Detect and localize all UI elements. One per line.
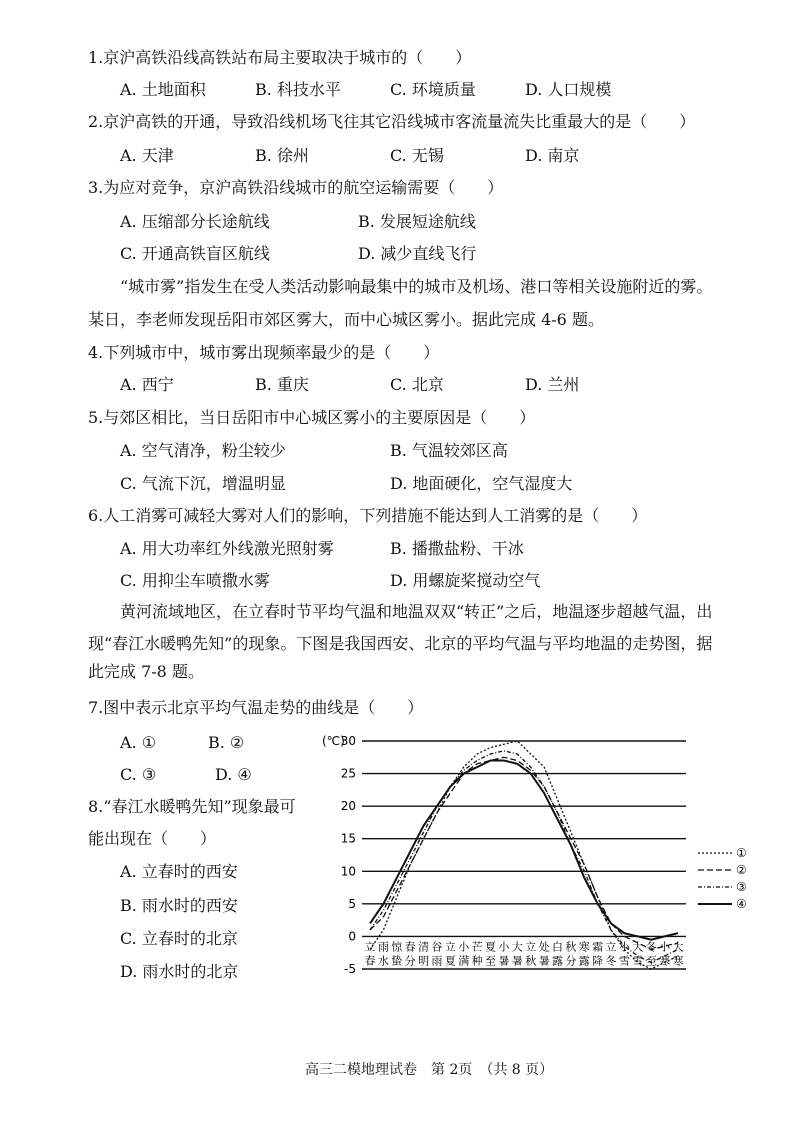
x-tick-label-top: 立 [444, 940, 456, 954]
q5-option-a[interactable]: A. 空气清净，粉尘较少 [120, 441, 286, 460]
intro-7-8-line-2: 现“春江水暖鸭先知”的现象。下图是我国西安、北京的平均气温与平均地温的走势图，据 [88, 634, 713, 653]
temperature-chart [300, 728, 770, 978]
x-tick-label-top: 立 [605, 940, 617, 954]
q7-option-a[interactable]: A. ① [120, 733, 157, 752]
x-tick-label-top: 谷 [431, 940, 443, 954]
q1-option-b[interactable]: B. 科技水平 [255, 80, 341, 99]
y-tick-label: 0 [348, 929, 356, 944]
x-tick-label-top: 清 [418, 940, 430, 954]
x-tick-label-bottom: 分 [565, 954, 577, 968]
q1-option-c[interactable]: C. 环境质量 [390, 80, 476, 99]
q2-option-c[interactable]: C. 无锡 [390, 146, 444, 165]
q8-option-a[interactable]: A. 立春时的西安 [120, 862, 238, 881]
y-tick-label: 20 [340, 799, 356, 814]
x-tick-label-top: 夏 [485, 940, 497, 954]
intro-7-8-line-3: 此完成 7-8 题。 [88, 662, 204, 681]
question-2-stem: 2.京沪高铁的开通，导致沿线机场飞往其它沿线城市客流量流失比重最大的是（ ） [88, 112, 696, 131]
question-5-stem: 5.与郊区相比，当日岳阳市中心城区雾小的主要原因是（ ） [88, 408, 536, 427]
x-tick-label-top: 小 [618, 940, 630, 954]
x-tick-label-bottom: 满 [458, 954, 470, 968]
x-tick-label-top: 霜 [592, 940, 604, 954]
q1-option-d[interactable]: D. 人口规模 [525, 80, 612, 99]
page-footer: 高三二模地理试卷 第 2页 （共 8 页） [305, 1062, 554, 1078]
x-tick-label-bottom: 寒 [672, 954, 684, 968]
y-tick-label: 25 [340, 766, 356, 781]
x-tick-label-bottom: 降 [592, 954, 604, 968]
q5-option-c[interactable]: C. 气流下沉，增温明显 [120, 474, 286, 493]
series-line-4 [370, 761, 678, 940]
x-tick-label-top: 芒 [471, 940, 483, 954]
q3-option-c[interactable]: C. 开通高铁盲区航线 [120, 244, 270, 263]
x-tick-label-top: 白 [551, 940, 563, 954]
x-tick-label-top: 大 [511, 940, 523, 954]
x-tick-label-bottom: 冬 [605, 954, 617, 968]
question-3-stem: 3.为应对竞争，京沪高铁沿线城市的航空运输需要（ ） [88, 178, 504, 197]
x-tick-label-top: 小 [659, 940, 671, 954]
x-tick-label-top: 立 [364, 940, 376, 954]
q8-option-d[interactable]: D. 雨水时的北京 [120, 962, 239, 981]
q4-option-b[interactable]: B. 重庆 [255, 375, 309, 394]
x-tick-label-bottom: 雨 [431, 954, 443, 968]
q7-option-d[interactable]: D. ④ [215, 765, 252, 784]
x-tick-label-top: 惊 [391, 940, 403, 954]
x-tick-label-bottom: 露 [578, 954, 590, 968]
y-tick-label: 5 [348, 896, 356, 911]
x-tick-label-top: 雨 [377, 940, 389, 954]
q8-option-c[interactable]: C. 立春时的北京 [120, 929, 238, 948]
q8-option-b[interactable]: B. 雨水时的西安 [120, 896, 238, 915]
x-tick-label-bottom: 秋 [525, 954, 537, 968]
x-tick-label-top: 处 [538, 940, 550, 954]
x-tick-label-top: 秋 [565, 940, 577, 954]
x-tick-label-bottom: 暑 [498, 954, 510, 968]
q1-option-a[interactable]: A. 土地面积 [120, 80, 206, 99]
q3-option-b[interactable]: B. 发展短途航线 [358, 212, 476, 231]
x-tick-label-bottom: 明 [418, 954, 430, 968]
series-line-3 [370, 751, 678, 963]
question-4-stem: 4.下列城市中，城市雾出现频率最少的是（ ） [88, 343, 440, 362]
q3-option-a[interactable]: A. 压缩部分长途航线 [120, 212, 270, 231]
x-tick-label-top: 大 [672, 940, 684, 954]
x-tick-label-bottom: 分 [404, 954, 416, 968]
q2-option-b[interactable]: B. 徐州 [255, 146, 309, 165]
q6-option-d[interactable]: D. 用螺旋桨搅动空气 [390, 571, 541, 590]
q4-option-a[interactable]: A. 西宁 [120, 375, 174, 394]
x-tick-label-top: 冬 [645, 940, 657, 954]
y-tick-label: 30 [340, 734, 356, 748]
x-tick-label-top: 春 [404, 940, 416, 954]
legend-label-4: ④ [736, 897, 747, 911]
q6-option-b[interactable]: B. 播撒盐粉、干冰 [390, 539, 524, 558]
question-8-stem-line-2: 能出现在（ ） [88, 829, 217, 848]
q4-option-d[interactable]: D. 兰州 [525, 375, 580, 394]
x-tick-label-top: 大 [632, 940, 644, 954]
q7-option-c[interactable]: C. ③ [120, 765, 157, 784]
q6-option-a[interactable]: A. 用大功率红外线激光照射雾 [120, 539, 334, 558]
x-tick-label-bottom: 暑 [538, 954, 550, 968]
legend-label-1: ① [736, 846, 747, 860]
q3-option-d[interactable]: D. 减少直线飞行 [358, 244, 477, 263]
y-tick-label: -5 [344, 962, 356, 976]
y-tick-label: 15 [340, 831, 356, 846]
question-1-stem: 1.京沪高铁沿线高铁站布局主要取决于城市的（ ） [88, 48, 472, 67]
x-tick-label-bottom: 水 [377, 954, 389, 968]
q5-option-d[interactable]: D. 地面硬化，空气湿度大 [390, 474, 573, 493]
x-tick-label-bottom: 春 [364, 954, 376, 968]
q4-option-c[interactable]: C. 北京 [390, 375, 444, 394]
q2-option-a[interactable]: A. 天津 [120, 146, 174, 165]
x-tick-label-top: 小 [498, 940, 510, 954]
x-tick-label-bottom: 寒 [659, 954, 671, 968]
question-6-stem: 6.人工消雾可减轻大雾对人们的影响，下列措施不能达到人工消雾的是（ ） [88, 506, 648, 525]
intro-4-6-line-1: “城市雾”指发生在受人类活动影响最集中的城市及机场、港口等相关设施附近的雾。 [120, 277, 713, 296]
x-tick-label-top: 小 [458, 940, 470, 954]
series-line-2 [370, 757, 678, 949]
x-tick-label-top: 立 [525, 940, 537, 954]
intro-7-8-line-1: 黄河流域地区，在立春时节平均气温和地温双双“转正”之后，地温逐步超越气温，出 [120, 602, 713, 621]
x-tick-label-bottom: 至 [485, 954, 497, 968]
question-8-stem-line-1: 8.“春江水暖鸭先知”现象最可 [88, 797, 296, 816]
x-tick-label-bottom: 蛰 [391, 954, 403, 968]
q7-option-b[interactable]: B. ② [208, 733, 245, 752]
x-tick-label-bottom: 露 [551, 954, 563, 968]
q2-option-d[interactable]: D. 南京 [525, 146, 580, 165]
x-tick-label-bottom: 雪 [618, 954, 630, 968]
legend-label-3: ③ [736, 880, 747, 894]
q5-option-b[interactable]: B. 气温较郊区高 [390, 441, 508, 460]
question-7-stem: 7.图中表示北京平均气温走势的曲线是（ ） [88, 698, 424, 717]
x-tick-label-bottom: 至 [645, 954, 657, 968]
x-tick-label-bottom: 暑 [511, 954, 523, 968]
x-tick-label-bottom: 夏 [444, 954, 456, 968]
legend-label-2: ② [736, 863, 747, 877]
x-tick-label-bottom: 种 [471, 954, 483, 968]
q6-option-c[interactable]: C. 用抑尘车喷撒水雾 [120, 571, 270, 590]
x-tick-label-bottom: 雪 [632, 954, 644, 968]
x-tick-label-top: 寒 [578, 940, 590, 954]
intro-4-6-line-2: 某日，李老师发现岳阳市郊区雾大，而中心城区雾小。据此完成 4-6 题。 [88, 310, 604, 329]
y-tick-label: 10 [340, 864, 356, 879]
chart-y-unit-label: (℃) [322, 734, 345, 748]
